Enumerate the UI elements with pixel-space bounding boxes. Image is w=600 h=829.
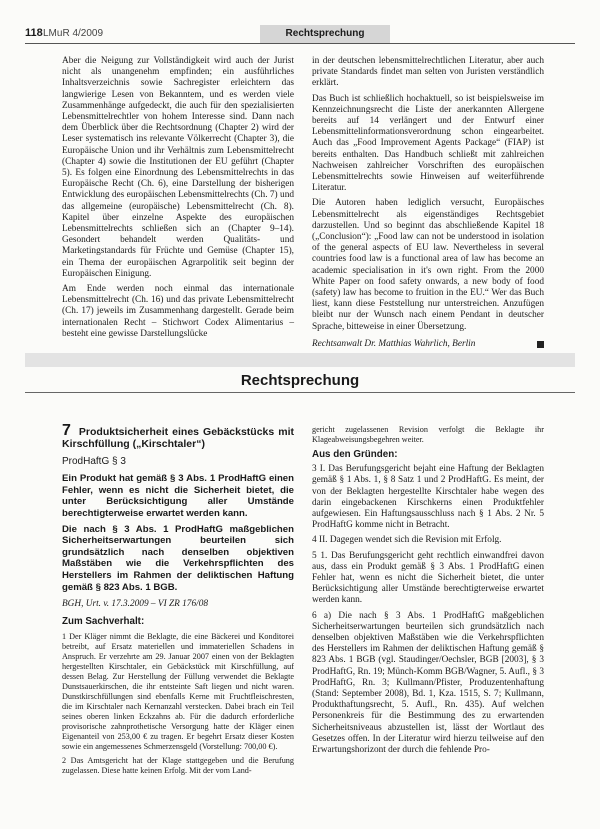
reasons-heading: Aus den Gründen: <box>312 449 398 460</box>
review-paragraph: Die Autoren haben lediglich versucht, Europäisches Lebensmittelrecht als eigenständiges Rechtsgebiet darzustellen. Und so beginnt das abschließende Kapitel 18 („Conclusion“): „Food law can not be understood in isolation of the general aspects of EU law. Nevertheless in several countries food law is a functional area of law has become an academic specialisation in it's own right. From the 2000 White Paper on food safety onwards, a new body of food (safety) law has become to fruition in the EU.“ Wer das Buch liest, kann diese Feststellung nur unterstreichen. Anzufügen bleibt nur der Wunsch nach einem Pendant in deutscher Sprache, bitteweise in einer Übersetzung. <box>312 198 544 332</box>
facts-paragraph: 2 Das Amtsgericht hat der Klage stattgegeben und die Berufung zugelassen. Diese hatte keinen Erfolg. Mit der vom Land- <box>62 755 294 775</box>
page-header <box>25 25 575 45</box>
journal-issue: LMuR 4/2009 <box>43 28 104 39</box>
case-left-column <box>62 422 294 780</box>
case-citation: BGH, Urt. v. 17.3.2009 – VI ZR 176/08 <box>62 599 208 610</box>
case-heading <box>62 422 294 450</box>
signature-text: Rechtsanwalt Dr. Matthias Wahrlich, Berlin <box>312 338 476 349</box>
headnote: Ein Produkt hat gemäß § 3 Abs. 1 ProdHaftG einen Fehler, wenn es nicht die Sicherheit bietet, die unter Berücksichtigung aller Umstände berechtigterweise erwartet werden kann. <box>62 473 294 519</box>
review-signature <box>312 339 544 350</box>
section-rule <box>25 392 575 393</box>
reasons-paragraph: 6 a) Die nach § 3 Abs. 1 ProdHaftG maßgeblichen Sicherheitserwartungen beurteilen sich grundsätzlich nach denselben objektiven Maßstäben wie die Verkehrspflichten des Herstellers im Rahmen der deliktischen Haftung gemäß § 823 Abs. 1 BGB (vgl. Staudinger/Oechsler, BGB [2003], § 3 ProdHaftG, Rn. 19; Münch-Komm BGB/Wagner, 5. Aufl., § 3 ProdHaftG, Rn. 3; Kullmann/Pfister, Produzentenhaftung (Stand: September 2008), Bd. 1, Kza. 1515, S. 7; Kullmann, Produkthaftungsrecht, 5. Aufl., Rn. 435). Auf welchen Personenkreis für die Bestimmung des zu erwartenden Sicherheitsniveaus abzustellen ist, lässt der Wortlaut des Gesetzes offen. In der Literatur wird hierzu teilweise auf den Erwartungshorizont der durch die fehlende Pro- <box>312 610 544 756</box>
header-rule <box>25 43 575 44</box>
review-paragraph: Das Buch ist schließlich hochaktuell, so ist beispielsweise im Kennzeichnungsrecht die Liste der anerkannten Allergene bereits auf 14 verlängert und der Entwurf einer Lebensmittelinformationsverordnung schon eingearbeitet. Auch das „Food Improvement Agents Package“ (FIAP) ist bereits enthalten. Das Handbuch schließt mit zahlreichen Nachweisen zahlreicher Vorschriften des europäischen Lebensmittelrechts sowie Hinweisen auf weiterführende Literatur. <box>312 93 544 194</box>
facts-heading: Zum Sachverhalt: <box>62 616 145 628</box>
statute-reference: ProdHaftG § 3 <box>62 456 126 467</box>
headnote: Die nach § 3 Abs. 1 ProdHaftG maßgeblichen Sicherheitserwartungen beurteilen sich grundsätzlich nach denselben objektiven Maßstäben wie die Verkehrspflichten des Herstellers im Rahmen der deliktischen Haftung gemäß § 823 Abs. 1 BGB. <box>62 523 294 593</box>
end-square-icon <box>537 341 544 348</box>
facts-paragraph: 1 Der Kläger nimmt die Beklagte, die eine Bäckerei und Konditorei betreibt, auf Ersatz materiellen und immateriellen Schadens in Anspruch. Er verzehrte am 29. Januar 2007 einen von der Beklagten hergestellten Kirschtaler, ein Gebäckstück mit Kirschfüllung, auf dessen Belag. Zur Herstellung der Füllung verwendet die Beklagte Dunstsauerkirschen, die ihr entsteinte Saft liegen und nicht waren. Dunstkirschfüllungen sind ebenfalls Kerne mit Fruchtfleischresten, die im Kirschtaler nach Kernanzahl verstecken. Dabei brach ein Teil seines oberen linken Eckzahns ab. Für die dadurch erforderliche provisorische zahnprothetische Versorgung hatte der Kläger einen Eigenanteil von 253,00 € zu tragen. Er begehrt Ersatz dieser Kosten sowie ein angemessenes Schmerzensgeld (Vorstellung: 700,00 €). <box>62 631 294 751</box>
review-paragraph: in der deutschen lebensmittelrechtlichen Literatur, aber auch private Standards findet man selten von Juristen verständlich erklärt. <box>312 56 544 89</box>
reasons-paragraph: 3 I. Das Berufungsgericht bejaht eine Haftung der Beklagten gemäß § 1 Abs. 1, § 8 Satz 1 und 2 ProdHaftG. Es meint, der von der Beklagten hergestellte Kirschtaler habe wegen des darin eingebackenen Kirschkerns einen Produktfehler aufgewiesen. Ein Haftungsausschluss nach § 1 Abs. 2 Nr. 5 ProdHaftG komme nicht in Betracht. <box>312 464 544 531</box>
review-left-column <box>62 56 294 344</box>
reasons-paragraph: 5 1. Das Berufungsgericht geht rechtlich einwandfrei davon aus, dass ein Produkt gemäß § 3 Abs. 1 ProdHaftG einen Fehler hat, wenn es nicht die Sicherheit bietet, die unter Berücksichtigung aller Umstände berechtigterweise erwartet werden kann. <box>312 550 544 606</box>
case-number: 7 <box>62 422 71 439</box>
revision-intro: gericht zugelassenen Revision verfolgt die Beklagte ihr Klageabweisungsbegehren weiter. <box>312 425 544 444</box>
section-band <box>25 353 575 367</box>
case-title: Produktsicherheit eines Gebäckstücks mit Kirschfüllung („Kirschtaler“) <box>62 426 294 450</box>
section-label: Rechtsprechung <box>260 25 390 43</box>
review-paragraph: Am Ende werden noch einmal das internationale Lebensmittelrecht (Ch. 16) und das private Lebensmittelrecht (Ch. 17) jeweils im Zusammenhang dargestellt. Gerade beim internationalen Recht – Stichwort Codex Alimentarius – besteht eine gewisse Darstellungslücke <box>62 284 294 339</box>
reasons-paragraph: 4 II. Dagegen wendet sich die Revision mit Erfolg. <box>312 535 502 546</box>
review-paragraph: Aber die Neigung zur Vollständigkeit wird auch der Jurist nicht als unangenehm empfinden; ein ausführliches Inhaltsverzeichnis sowie Sachregister erleichtern das langwierige Lesen von Bekanntem, und es werden viele Zusammenhänge aufgedeckt, die auch für den spezialisierten Lebensmittelrechtler von hohem Interesse sind. Dann nach dem Überblick über die Rechtsordnung (Chapter 2) wird der Leser systematisch ins relevante Völkerrecht (Chapter 3), die Europäische Union und ihr Verhältnis zum Lebensmittelrecht (Chapter 4) sowie die Institutionen der EU geführt (Chapter 5). Es folgen eine Einordnung des Lebensmittelrechts in das Europäische Recht (Ch. 6), eine Darstellung der bisherigen Entwicklung des europäischen Lebensmittelrechts (Ch. 7) und das allgemeine (europäische) Lebensmittelrecht (Ch. 8). Kapitel über einzelne Aspekte des europäischen Lebensmittelrechts schließen sich an (Chapter 9–14). Gesondert behandelt werden Qualitäts- und Marketingstandards für Früchte und Gemüse (Chapter 15), ein Thema der europäischen Agrarpolitik seit beginn der Europäischen Einigung. <box>62 56 294 279</box>
page-number: 118 <box>25 27 43 39</box>
section-title: Rechtsprechung <box>240 372 360 389</box>
case-right-column <box>312 425 544 760</box>
review-right-column <box>312 56 544 350</box>
